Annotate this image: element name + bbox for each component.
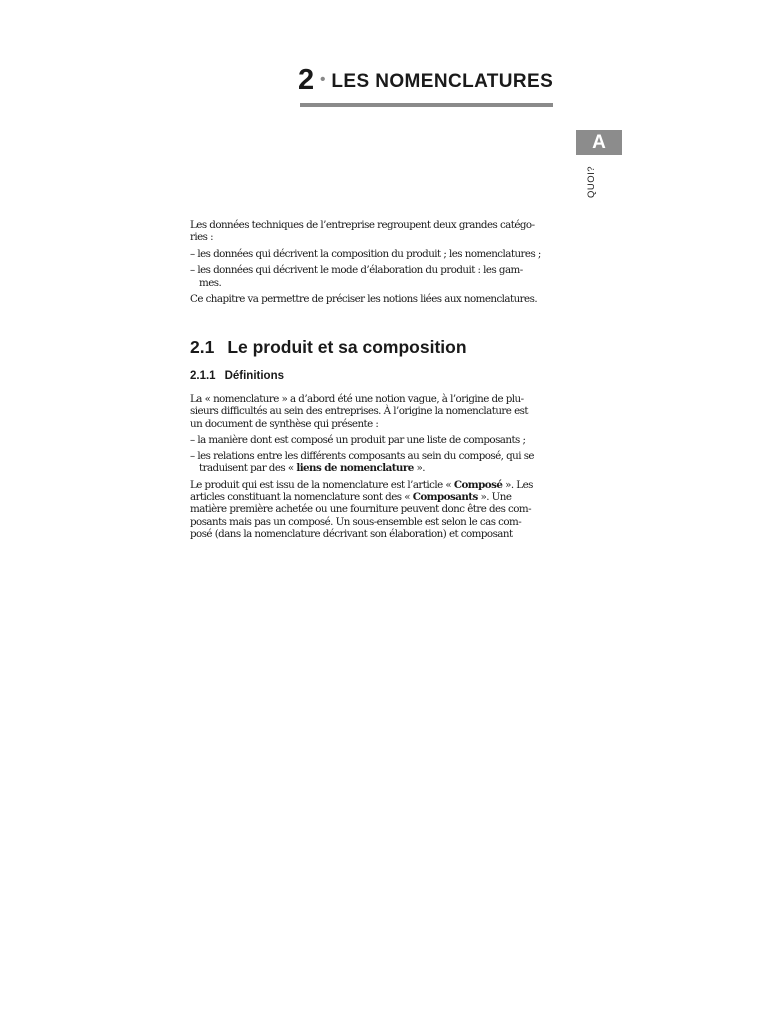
chapter-number: 2 bbox=[298, 64, 315, 96]
def-item2-line-2-post: ». bbox=[413, 462, 425, 475]
term-compose: Composé bbox=[453, 478, 503, 491]
intro-list-item-1: – les données qui décrivent la composition du produit ; les nomenclatures ; bbox=[190, 247, 541, 260]
subsection-title: Définitions bbox=[224, 370, 284, 382]
def-p2-line-2-post: ». Une bbox=[477, 491, 512, 504]
side-tab-label-box bbox=[578, 164, 618, 198]
section-heading-2-1 bbox=[190, 337, 467, 358]
definitions-text bbox=[190, 393, 556, 544]
intro-list-item-2-line-2: mes. bbox=[199, 276, 222, 289]
section-number: 2.1 bbox=[190, 337, 215, 357]
intro-list-item-2 bbox=[190, 264, 562, 289]
section-title: Le produit et sa composition bbox=[227, 337, 467, 357]
definitions-paragraph-2 bbox=[190, 479, 556, 540]
subsection-number: 2.1.1 bbox=[190, 370, 216, 382]
def-p2-line-4: posants mais pas un composé. Un sous-ensemble est selon le cas com- bbox=[190, 515, 522, 528]
definitions-paragraph-1 bbox=[190, 393, 556, 430]
intro-paragraph bbox=[190, 219, 562, 244]
def-p1-line-3: un document de synthèse qui présente : bbox=[190, 417, 379, 430]
def-p1-line-1: La « nomenclature » a d’abord été une notion vague, à l’origine de plu- bbox=[190, 393, 524, 405]
definitions-list-item-1: – la manière dont est composé un produit par une liste de composants ; bbox=[190, 433, 526, 446]
chapter-title: LES NOMENCLATURES bbox=[331, 71, 554, 92]
definitions-list-item-2 bbox=[190, 450, 556, 475]
def-p2-line-3: matière première achetée ou une fourniture peuvent donc être des com- bbox=[190, 503, 532, 516]
def-item2-line-2-pre: traduisent par des « bbox=[199, 462, 297, 475]
intro-closing: Ce chapitre va permettre de préciser les notions liées aux nomenclatures. bbox=[190, 293, 538, 306]
intro-line-2: ries : bbox=[190, 231, 214, 244]
def-p2-line-1-post: ». Les bbox=[502, 478, 533, 491]
term-composants: Composants bbox=[412, 491, 478, 504]
chapter-rule bbox=[300, 103, 553, 107]
def-item2-line-1: – les relations entre les différents composants au sein du composé, qui se bbox=[190, 450, 534, 463]
side-tab-label: QUOI? bbox=[586, 165, 597, 198]
def-p2-line-2-pre: articles constituant la nomenclature sont des « bbox=[190, 491, 413, 504]
def-p2-line-5: posé (dans la nomenclature décrivant son élaboration) et composant bbox=[190, 527, 513, 540]
intro-line-1: Les données techniques de l’entreprise regroupent deux grandes catégo- bbox=[190, 219, 535, 231]
chapter-heading bbox=[298, 64, 554, 97]
chapter-separator: • bbox=[320, 71, 326, 88]
side-tab-letter: A bbox=[576, 130, 622, 155]
def-p1-line-2: sieurs difficultés au sein des entreprises. À l’origine la nomenclature est bbox=[190, 405, 528, 418]
intro-list-item-2-line-1: – les données qui décrivent le mode d’élaboration du produit : les gam- bbox=[190, 264, 523, 277]
term-liens-de-nomenclature: liens de nomenclature bbox=[296, 462, 414, 475]
def-p2-line-1-pre: Le produit qui est issu de la nomenclature est l’article « bbox=[190, 478, 454, 491]
subsection-heading-2-1-1 bbox=[190, 370, 284, 382]
intro-text bbox=[190, 219, 562, 309]
